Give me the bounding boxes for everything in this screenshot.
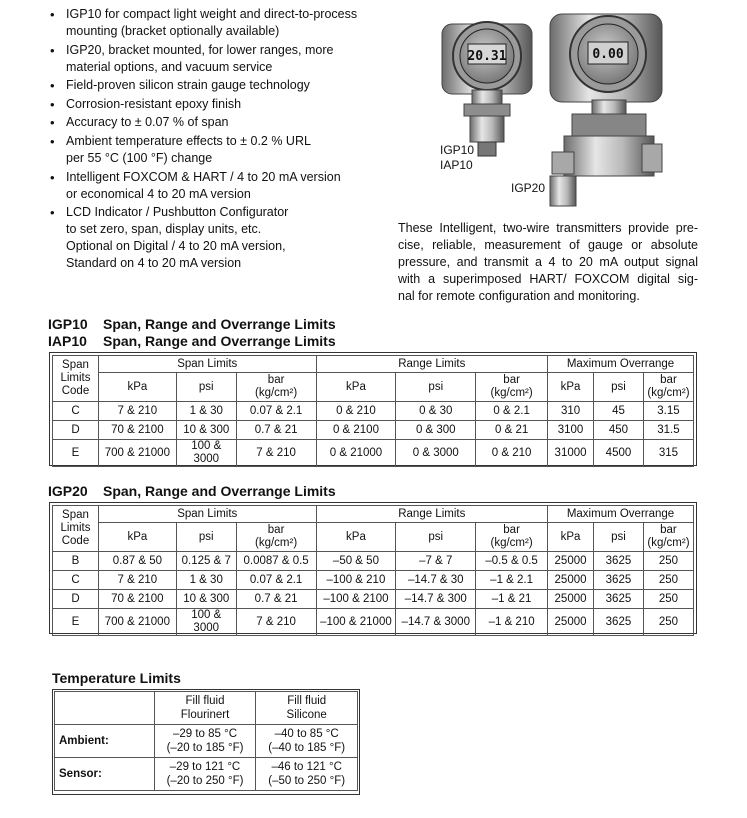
feature-item: • LCD Indicator / Pushbutton Configurator to set zero, span, display units, etc. Optional on Digital / 4 to 20 mA version, Standard on 4 to 20 mA version bbox=[48, 204, 378, 272]
group-header-range: Range Limits bbox=[316, 506, 548, 523]
model-label-iap10: IAP10 bbox=[440, 158, 473, 172]
unit-header: psi bbox=[396, 373, 476, 402]
table-row: D 70 & 2100 10 & 300 0.7 & 21 0 & 2100 0 & 300 0 & 21 3100 450 31.5 bbox=[53, 421, 694, 440]
unit-header: bar (kg/cm²) bbox=[643, 523, 693, 552]
model-label-igp10: IGP10 bbox=[440, 143, 475, 157]
product-description: These Intelligent, two-wire transmitters provide pre- cise, reliable, measurement of gauge or absolute pressure, and transmit a 4 to 20 mA output signal with a superimposed HART/ FOXCOM digital sig- nal for remote configuration and monitoring. bbox=[398, 221, 698, 303]
table1-title-line2: IAP10 Span, Range and Overrange Limits bbox=[48, 333, 336, 349]
group-header-range: Range Limits bbox=[316, 356, 548, 373]
table-row: B 0.87 & 50 0.125 & 7 0.0087 & 0.5 –50 & 50 –7 & 7 –0.5 & 0.5 25000 3625 250 bbox=[53, 552, 694, 571]
unit-header: bar (kg/cm²) bbox=[236, 373, 316, 402]
unit-header: kPa bbox=[548, 373, 594, 402]
unit-header: bar (kg/cm²) bbox=[476, 523, 548, 552]
group-header-overrange: Maximum Overrange bbox=[548, 506, 694, 523]
feature-item: • Intelligent FOXCOM & HART / 4 to 20 mA version or economical 4 to 20 mA version bbox=[48, 169, 378, 203]
group-header-overrange: Maximum Overrange bbox=[548, 356, 694, 373]
model-label-igp20: IGP20 bbox=[511, 181, 546, 195]
code-header: Span Limits Code bbox=[53, 506, 99, 552]
temperature-limits-table bbox=[54, 691, 358, 791]
transmitter-photo bbox=[432, 4, 694, 216]
empty-header-cell bbox=[55, 692, 155, 725]
unit-header: psi bbox=[594, 523, 644, 552]
igp10-transmitter bbox=[442, 22, 532, 156]
code-header: Span Limits Code bbox=[53, 356, 99, 402]
unit-header: kPa bbox=[548, 523, 594, 552]
table2-span-range-overrange bbox=[52, 505, 694, 636]
table2-title: IGP20 Span, Range and Overrange Limits bbox=[48, 483, 336, 499]
feature-item: • Ambient temperature effects to ± 0.2 % URL per 55 °C (100 °F) change bbox=[48, 133, 378, 167]
table-row: C 7 & 210 1 & 30 0.07 & 2.1 –100 & 210 –14.7 & 30 –1 & 2.1 25000 3625 250 bbox=[53, 571, 694, 590]
table-row: Sensor: –29 to 121 °C (–20 to 250 °F) –46 to 121 °C (–50 to 250 °F) bbox=[55, 758, 358, 791]
unit-header: bar (kg/cm²) bbox=[476, 373, 548, 402]
table-row: C 7 & 210 1 & 30 0.07 & 2.1 0 & 210 0 & 30 0 & 2.1 310 45 3.15 bbox=[53, 402, 694, 421]
table1-span-range-overrange bbox=[52, 355, 694, 467]
feature-item: • Corrosion-resistant epoxy finish bbox=[48, 96, 378, 113]
col-header-silicone: Fill fluid Silicone bbox=[256, 692, 358, 725]
feature-item: • Accuracy to ± 0.07 % of span bbox=[48, 114, 378, 131]
feature-item: • IGP20, bracket mounted, for lower ranges, more material options, and vacuum service bbox=[48, 42, 378, 76]
igp20-transmitter bbox=[550, 14, 662, 206]
table-row: Ambient: –29 to 85 °C (–20 to 185 °F) –40 to 85 °C (–40 to 185 °F) bbox=[55, 725, 358, 758]
unit-header: kPa bbox=[98, 373, 176, 402]
table1-title-line1: IGP10 Span, Range and Overrange Limits bbox=[48, 316, 336, 332]
group-header-span: Span Limits bbox=[98, 356, 316, 373]
table-row: D 70 & 2100 10 & 300 0.7 & 21 –100 & 2100 –14.7 & 300 –1 & 21 25000 3625 250 bbox=[53, 590, 694, 609]
feature-item: • Field-proven silicon strain gauge technology bbox=[48, 77, 378, 94]
unit-header: psi bbox=[176, 373, 236, 402]
lcd-readout-left: 20.31 bbox=[467, 49, 507, 64]
unit-header: psi bbox=[396, 523, 476, 552]
unit-header: bar (kg/cm²) bbox=[236, 523, 316, 552]
feature-item: • IGP10 for compact light weight and direct-to-process mounting (bracket optionally available) bbox=[48, 6, 378, 40]
table-row: E 700 & 21000 100 & 3000 7 & 210 –100 & 21000 –14.7 & 3000 –1 & 210 25000 3625 250 bbox=[53, 609, 694, 636]
unit-header: kPa bbox=[316, 373, 396, 402]
unit-header: psi bbox=[594, 373, 644, 402]
unit-header: kPa bbox=[316, 523, 396, 552]
col-header-flourinert: Fill fluid Flourinert bbox=[154, 692, 256, 725]
temperature-limits-title: Temperature Limits bbox=[52, 670, 181, 686]
table-row: E 700 & 21000 100 & 3000 7 & 210 0 & 21000 0 & 3000 0 & 210 31000 4500 315 bbox=[53, 440, 694, 467]
unit-header: psi bbox=[176, 523, 236, 552]
group-header-span: Span Limits bbox=[98, 506, 316, 523]
unit-header: bar (kg/cm²) bbox=[643, 373, 693, 402]
feature-list bbox=[48, 6, 378, 274]
lcd-readout-right: 0.00 bbox=[592, 47, 624, 62]
unit-header: kPa bbox=[98, 523, 176, 552]
